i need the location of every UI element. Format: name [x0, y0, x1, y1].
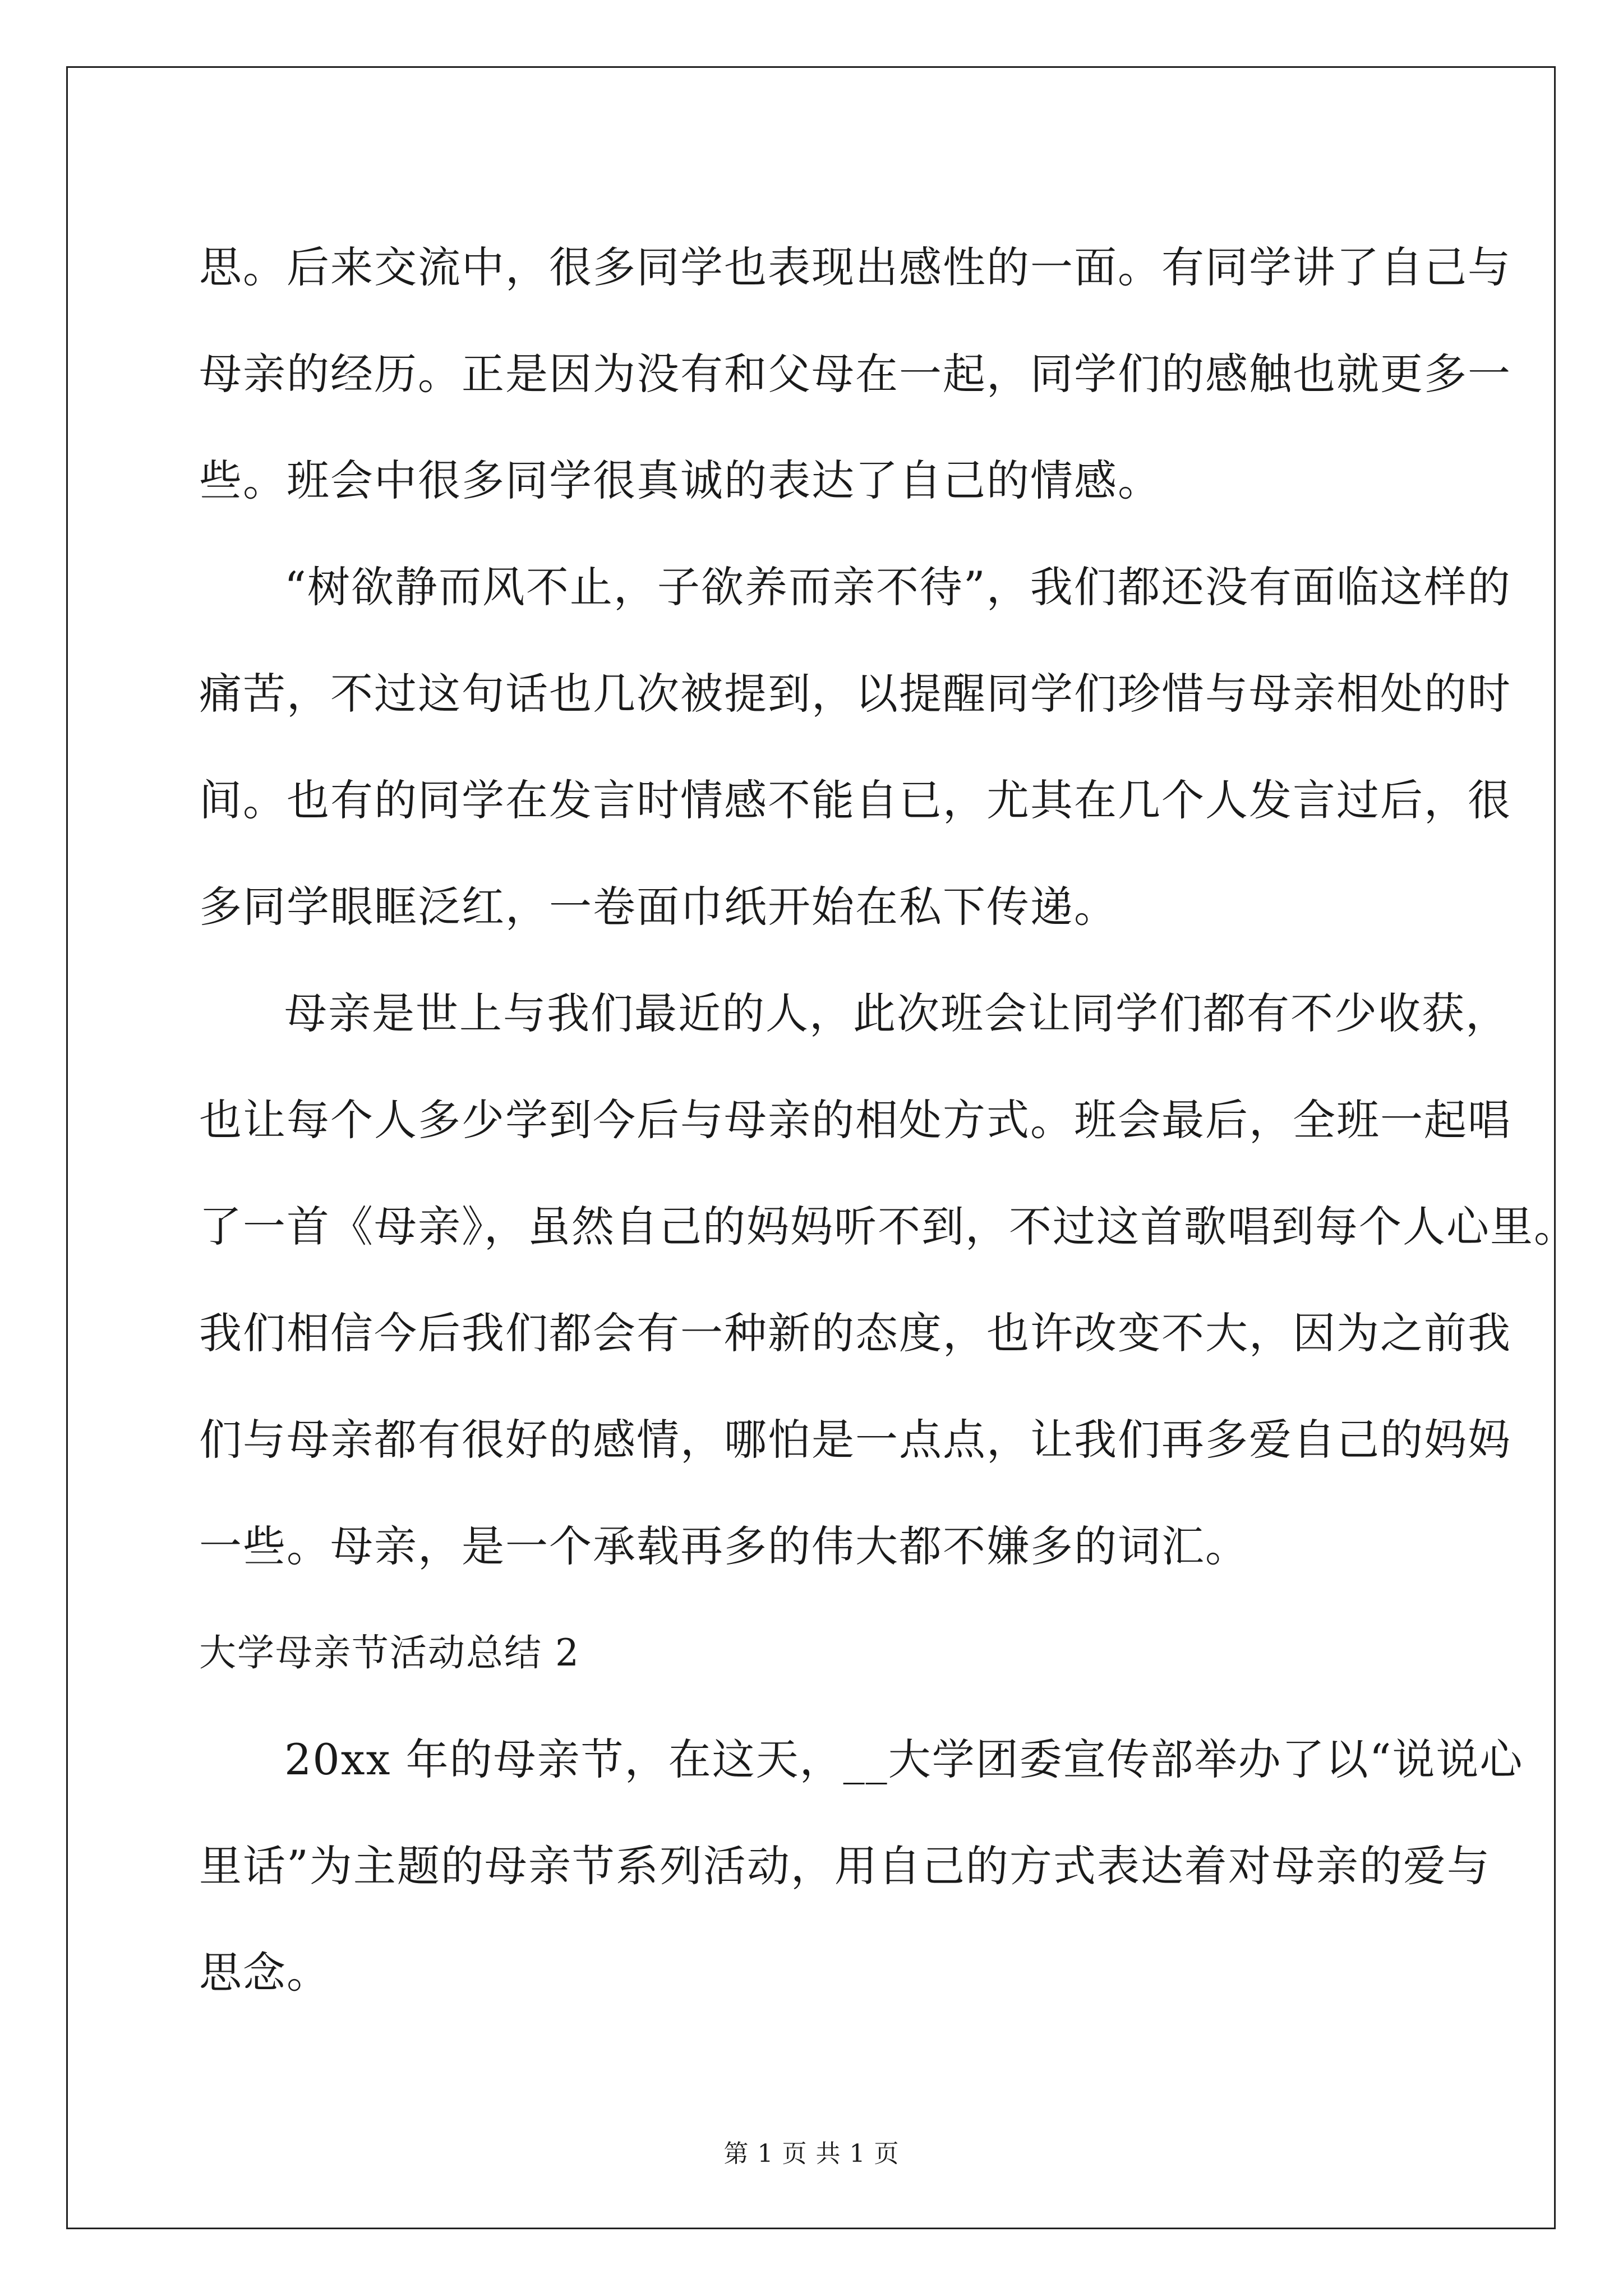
text-line: 们与母亲都有很好的感情，哪怕是一点点，让我们再多爱自己的妈妈	[199, 1415, 1511, 1465]
paragraph-3	[199, 960, 1578, 1600]
text-line: 思念。	[199, 1948, 330, 1998]
text-line: 母亲是世上与我们最近的人，此次班会让同学们都有不少收获，	[284, 988, 1509, 1038]
section-heading: 大学母亲节活动总结 2	[199, 1631, 580, 1674]
document-body	[199, 214, 1578, 2026]
text-line: 多同学眼眶泛红，一卷面巾纸开始在私下传递。	[199, 882, 1118, 932]
paragraph-2	[199, 534, 1511, 960]
text-line: 思。后来交流中，很多同学也表现出感性的一面。有同学讲了自己与	[199, 242, 1511, 292]
text-line: 也让每个人多少学到今后与母亲的相处方式。班会最后，全班一起唱	[199, 1095, 1511, 1145]
text-line: 间。也有的同学在发言时情感不能自已，尤其在几个人发言过后，很	[199, 775, 1511, 825]
text-line: 母亲的经历。正是因为没有和父母在一起，同学们的感触也就更多一	[199, 349, 1511, 399]
text-line: “树欲静而风不止，子欲养而亲不待”，我们都还没有面临这样的	[284, 562, 1511, 612]
text-line: 20xx 年的母亲节，在这天，__大学团委宣传部举办了以“说说心	[284, 1734, 1524, 1784]
text-line: 了一首《母亲》，虽然自己的妈妈听不到，不过这首歌唱到每个人心里。	[199, 1202, 1578, 1251]
text-line: 里话”为主题的母亲节系列活动，用自己的方式表达着对母亲的爱与	[199, 1841, 1491, 1891]
text-line: 我们相信今后我们都会有一种新的态度，也许改变不大，因为之前我	[199, 1308, 1511, 1358]
text-line: 一些。母亲，是一个承载再多的伟大都不嫌多的词汇。	[199, 1521, 1249, 1571]
page-number-footer: 第 1 页 共 1 页	[723, 2139, 900, 2168]
text-line: 些。班会中很多同学很真诚的表达了自己的情感。	[199, 455, 1161, 505]
paragraph-1	[199, 214, 1511, 534]
text-line: 痛苦，不过这句话也几次被提到，以提醒同学们珍惜与母亲相处的时	[199, 669, 1511, 719]
paragraph-4	[199, 1706, 1524, 2026]
